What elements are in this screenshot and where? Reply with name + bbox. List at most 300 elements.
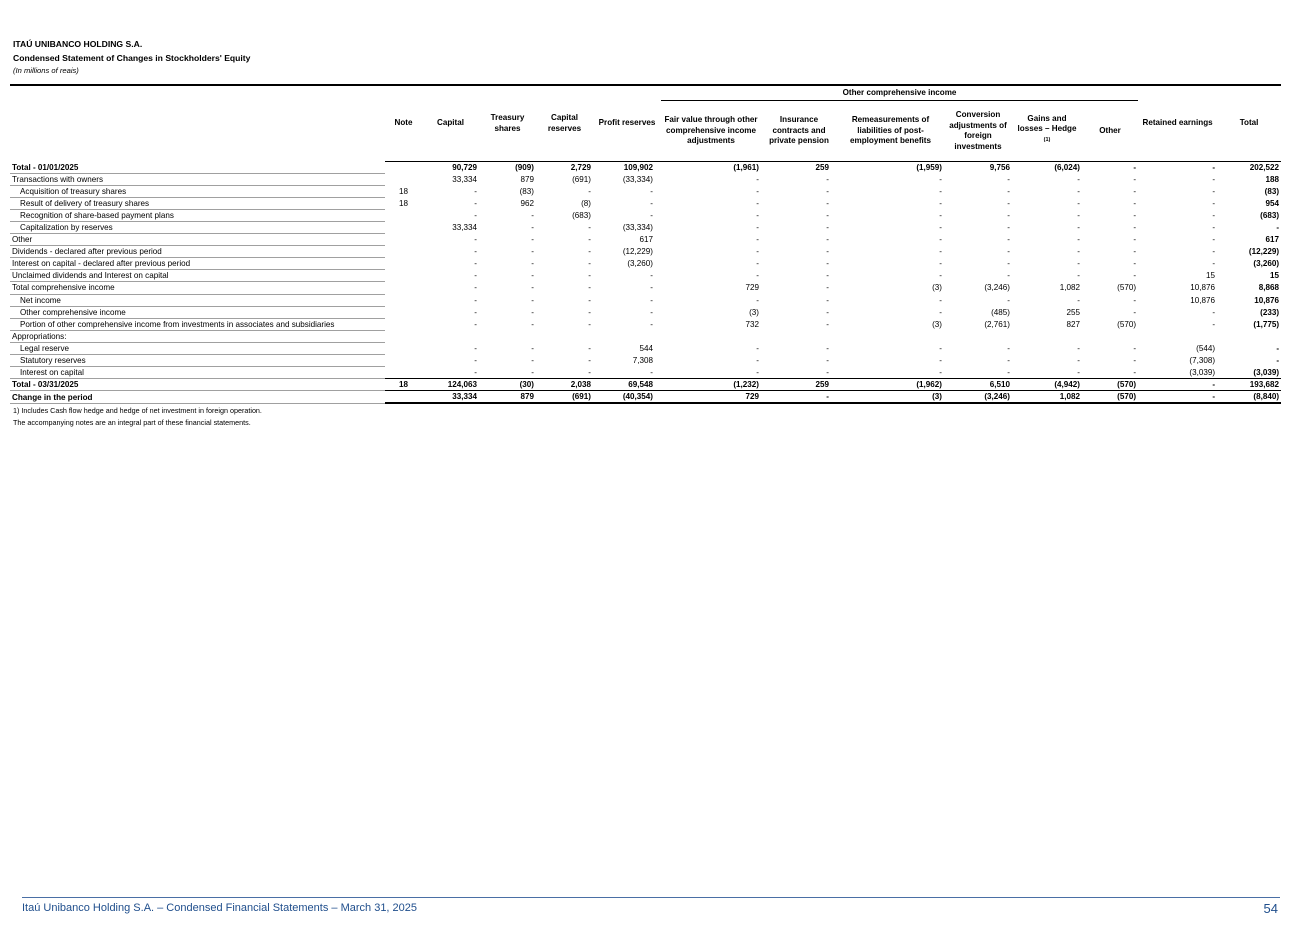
value-cell: -	[756, 198, 759, 208]
value-cell: 259	[815, 163, 829, 172]
value-cell: -	[756, 343, 759, 353]
value-cell: -	[588, 295, 591, 305]
value-cell: -	[650, 319, 653, 329]
row-note: 18	[398, 186, 408, 196]
value-cell: (909)	[515, 163, 534, 172]
value-cell: -	[588, 247, 591, 257]
value-cell: -	[826, 283, 829, 293]
value-cell: 109,902	[623, 163, 653, 172]
value-cell: -	[1133, 343, 1137, 353]
row-label	[10, 246, 385, 258]
row-label	[10, 282, 385, 294]
value-cell: (683)	[572, 210, 591, 220]
value-cell: -	[474, 283, 477, 293]
row-label	[10, 342, 385, 354]
value-cell: -	[1138, 391, 1217, 404]
row-note	[385, 367, 422, 379]
row-note: 18	[385, 379, 422, 391]
value-cell: -	[474, 295, 477, 305]
value-cell: -	[474, 367, 477, 377]
value-cell: -	[1212, 259, 1216, 269]
value-cell: -	[1276, 222, 1280, 232]
value-cell	[1082, 330, 1138, 342]
value-cell: 188	[1265, 174, 1280, 184]
row-label-text: Portion of other comprehensive income from investments in associates and subsidiaries	[20, 319, 335, 329]
value-cell: -	[531, 295, 534, 305]
value-cell: -	[1007, 271, 1010, 281]
value-cell	[761, 330, 837, 342]
value-cell: -	[826, 174, 829, 184]
value-cell: 255	[1066, 307, 1080, 317]
value-cell: -	[588, 307, 591, 317]
value-cell: -	[650, 186, 653, 196]
col-total: Total	[1217, 85, 1281, 162]
table-row	[10, 294, 1281, 306]
value-cell	[661, 330, 761, 342]
value-cell: -	[588, 367, 591, 377]
value-cell: 33,334	[452, 174, 477, 184]
value-cell	[536, 330, 593, 342]
table-body	[10, 162, 1281, 404]
value-cell: -	[1133, 163, 1137, 172]
table-row	[10, 355, 1281, 367]
value-cell: 10,876	[1190, 283, 1216, 293]
value-cell: -	[939, 295, 942, 305]
row-note	[385, 342, 422, 354]
value-cell: (3,246)	[984, 283, 1010, 293]
table-row	[10, 342, 1281, 354]
value-cell: -	[756, 174, 759, 184]
value-cell	[422, 330, 479, 342]
value-cell: -	[474, 343, 477, 353]
value-cell: -	[826, 210, 829, 220]
value-cell: -	[588, 283, 591, 293]
value-cell: -	[1133, 367, 1137, 377]
value-cell: -	[756, 210, 759, 220]
value-cell: -	[939, 367, 942, 377]
company-name: ITAÚ UNIBANCO HOLDING S.A.	[13, 39, 143, 49]
value-cell: -	[939, 247, 942, 257]
row-label	[10, 330, 385, 342]
col-note: Note	[385, 85, 422, 162]
row-note	[385, 391, 422, 404]
value-cell: 1,082	[1012, 391, 1082, 404]
col-insurance-contracts: Insurance contracts and private pension	[761, 101, 837, 162]
value-cell: (3)	[932, 283, 942, 293]
value-cell: (691)	[572, 174, 591, 184]
value-cell: (570)	[1117, 283, 1137, 293]
value-cell: 962	[520, 198, 534, 208]
table-row	[10, 197, 1281, 209]
value-cell: -	[1077, 174, 1080, 184]
value-cell: -	[474, 235, 477, 245]
value-cell: 617	[1265, 235, 1280, 245]
value-cell: (3)	[749, 307, 759, 317]
table-row	[10, 379, 1281, 391]
value-cell: -	[1133, 235, 1137, 245]
equity-changes-table	[10, 84, 1281, 404]
value-cell: (33,334)	[622, 222, 653, 232]
value-cell: -	[650, 307, 653, 317]
value-cell: -	[756, 271, 759, 281]
value-cell: -	[1007, 222, 1010, 232]
table-row	[10, 330, 1281, 342]
row-label	[10, 173, 385, 185]
value-cell: -	[756, 247, 759, 257]
value-cell: -	[650, 295, 653, 305]
value-cell: -	[756, 295, 759, 305]
row-note	[385, 246, 422, 258]
table-row	[10, 367, 1281, 379]
row-label	[10, 209, 385, 221]
value-cell: -	[826, 307, 829, 317]
value-cell: 10,876	[1190, 295, 1216, 305]
value-cell: -	[826, 247, 829, 257]
value-cell: -	[474, 259, 477, 269]
value-cell: -	[1007, 210, 1010, 220]
row-note	[385, 173, 422, 185]
value-cell: 33,334	[422, 391, 479, 404]
value-cell: -	[826, 222, 829, 232]
row-label	[10, 221, 385, 233]
row-label-text: Result of delivery of treasury shares	[20, 198, 150, 208]
value-cell: (30)	[479, 379, 536, 391]
value-cell: -	[1133, 174, 1137, 184]
value-cell: -	[939, 198, 942, 208]
value-cell: -	[1007, 356, 1010, 365]
value-cell: 90,729	[452, 163, 477, 172]
value-cell: -	[588, 222, 591, 232]
value-cell: -	[531, 210, 534, 220]
value-cell: 729	[745, 283, 759, 293]
row-note	[385, 318, 422, 330]
value-cell	[1012, 330, 1082, 342]
row-label	[10, 318, 385, 330]
table-row	[10, 258, 1281, 270]
value-cell: (1,232)	[661, 379, 761, 391]
row-label	[10, 270, 385, 282]
col-capital: Capital	[422, 85, 479, 162]
value-cell: 827	[1066, 319, 1080, 329]
table-row	[10, 246, 1281, 258]
value-cell: (1,961)	[733, 163, 759, 172]
value-cell: -	[650, 198, 653, 208]
value-cell: -	[939, 186, 942, 196]
value-cell: -	[939, 174, 942, 184]
table-row	[10, 162, 1281, 174]
statement-header	[13, 38, 250, 77]
value-cell: -	[531, 307, 534, 317]
value-cell: -	[939, 343, 942, 353]
row-note: 18	[398, 198, 408, 208]
value-cell: 193,682	[1217, 379, 1281, 391]
row-label-text: Appropriations:	[12, 331, 67, 341]
value-cell: -	[1077, 343, 1080, 353]
table-row	[10, 318, 1281, 330]
row-label-text: Recognition of share-based payment plans	[20, 210, 174, 220]
col-profit-reserves: Profit reserves	[593, 85, 661, 162]
row-label	[10, 391, 385, 404]
value-cell: -	[939, 356, 942, 365]
value-cell: (485)	[991, 307, 1010, 317]
value-cell: -	[1007, 186, 1010, 196]
value-cell: 7,308	[632, 356, 653, 365]
table-row	[10, 306, 1281, 318]
value-cell: 729	[661, 391, 761, 404]
value-cell: -	[939, 271, 942, 281]
row-note	[385, 234, 422, 246]
value-cell: -	[1133, 198, 1137, 208]
value-cell: (40,354)	[593, 391, 661, 404]
value-cell: (3,260)	[1253, 259, 1280, 269]
value-cell: -	[1077, 356, 1080, 365]
value-cell: -	[474, 356, 477, 365]
value-cell: 202,522	[1249, 163, 1280, 172]
value-cell: 2,729	[570, 163, 591, 172]
value-cell: 8,868	[1258, 283, 1280, 293]
value-cell: -	[756, 186, 759, 196]
value-cell: -	[939, 210, 942, 220]
value-cell: -	[531, 283, 534, 293]
value-cell: -	[1077, 271, 1080, 281]
value-cell: -	[756, 356, 759, 365]
value-cell: -	[1212, 210, 1216, 220]
value-cell: -	[1212, 222, 1216, 232]
value-cell: (570)	[1082, 391, 1138, 404]
value-cell: -	[588, 356, 591, 365]
value-cell: -	[756, 222, 759, 232]
row-note	[385, 270, 422, 282]
value-cell: -	[650, 210, 653, 220]
value-cell: (8,840)	[1217, 391, 1281, 404]
row-note	[385, 355, 422, 367]
value-cell: -	[531, 235, 534, 245]
value-cell: -	[531, 343, 534, 353]
value-cell: -	[531, 367, 534, 377]
value-cell: -	[1212, 307, 1216, 317]
value-cell: (544)	[1196, 343, 1216, 353]
value-cell: -	[474, 186, 477, 196]
value-cell: (3,246)	[944, 391, 1012, 404]
row-label	[10, 355, 385, 367]
col-hedge: Gains and losses – Hedge $^{(1)}$	[1012, 101, 1082, 162]
page-footer	[22, 897, 1280, 916]
table-row	[10, 221, 1281, 233]
row-label-text: Total - 01/01/2025	[12, 162, 79, 172]
value-cell: 33,334	[452, 222, 477, 232]
row-note	[385, 282, 422, 294]
value-cell: -	[939, 259, 942, 269]
value-cell: (691)	[536, 391, 593, 404]
value-cell: -	[531, 222, 534, 232]
value-cell: -	[1077, 295, 1080, 305]
value-cell: -	[1077, 210, 1080, 220]
value-cell: -	[1212, 235, 1216, 245]
value-cell: (12,229)	[622, 247, 653, 257]
value-cell: -	[474, 210, 477, 220]
value-cell: -	[761, 391, 837, 404]
value-cell: -	[1077, 367, 1080, 377]
value-cell: -	[1007, 235, 1010, 245]
value-cell: -	[1212, 186, 1216, 196]
table-row	[10, 270, 1281, 282]
col-conversion-adjustments: Conversion adjustments of foreign investments	[944, 101, 1012, 162]
value-cell: -	[1138, 379, 1217, 391]
value-cell: -	[1007, 174, 1010, 184]
value-cell: 259	[761, 379, 837, 391]
value-cell: -	[1133, 271, 1137, 281]
value-cell: 732	[745, 319, 759, 329]
value-cell: 617	[639, 235, 653, 245]
value-cell: -	[939, 307, 942, 317]
row-label-text: Capitalization by reserves	[20, 222, 113, 232]
value-cell: -	[1077, 186, 1080, 196]
row-note	[385, 221, 422, 233]
value-cell: 879	[520, 174, 534, 184]
value-cell: 1,082	[1059, 283, 1080, 293]
value-cell: -	[756, 259, 759, 269]
footnotes	[13, 405, 262, 429]
value-cell: (1,962)	[837, 379, 944, 391]
value-cell: -	[939, 235, 942, 245]
col-remeasurements: Remeasurements of liabilities of post-employment benefits	[837, 101, 944, 162]
value-cell	[944, 330, 1012, 342]
table-row	[10, 234, 1281, 246]
value-cell: -	[1133, 356, 1137, 365]
oci-group-header: Other comprehensive income	[661, 85, 1138, 101]
col-retained-earnings: Retained earnings	[1138, 85, 1217, 162]
value-cell: (8)	[581, 198, 591, 208]
value-cell: 15	[1270, 271, 1280, 281]
value-cell: -	[1077, 259, 1080, 269]
row-label-text: Transactions with owners	[12, 174, 104, 184]
value-cell: -	[1133, 259, 1137, 269]
table-row	[10, 173, 1281, 185]
value-cell: 954	[1265, 198, 1280, 208]
value-cell: -	[588, 271, 591, 281]
col-other: Other	[1082, 101, 1138, 162]
row-label-text: Total comprehensive income	[12, 283, 115, 293]
value-cell: -	[1212, 198, 1216, 208]
value-cell: 9,756	[989, 163, 1010, 172]
value-cell: -	[756, 367, 759, 377]
value-cell: -	[588, 235, 591, 245]
value-cell: -	[474, 307, 477, 317]
value-cell: (83)	[1264, 186, 1280, 196]
value-cell: -	[531, 247, 534, 257]
value-cell: 2,038	[536, 379, 593, 391]
value-cell: -	[826, 343, 829, 353]
value-cell: (33,334)	[622, 174, 653, 184]
row-note	[385, 306, 422, 318]
col-treasury-shares: Treasury shares	[479, 85, 536, 162]
row-label-text: Interest on capital	[20, 368, 84, 378]
value-cell: -	[588, 319, 591, 329]
value-cell	[1217, 330, 1281, 342]
value-cell: -	[588, 343, 591, 353]
row-note	[385, 258, 422, 270]
row-label	[10, 185, 385, 197]
footnote-2: The accompanying notes are an integral part of these financial statements.	[13, 418, 251, 427]
value-cell: -	[474, 271, 477, 281]
row-label	[10, 258, 385, 270]
value-cell	[1138, 330, 1217, 342]
value-cell: -	[1276, 343, 1280, 353]
value-cell: -	[531, 319, 534, 329]
value-cell: (233)	[1260, 307, 1280, 317]
row-label	[10, 197, 385, 209]
value-cell: (83)	[519, 186, 534, 196]
row-note	[385, 294, 422, 306]
value-cell	[593, 330, 661, 342]
value-cell: (3,039)	[1253, 367, 1280, 377]
table-row	[10, 185, 1281, 197]
value-cell: -	[826, 319, 829, 329]
value-cell: 10,876	[1254, 295, 1280, 305]
row-label-text: Statutory reserves	[20, 356, 86, 365]
value-cell: -	[1133, 210, 1137, 220]
page-number: 54	[1263, 901, 1278, 916]
row-label-text: Interest on capital - declared after previous period	[12, 259, 191, 269]
value-cell: -	[588, 186, 591, 196]
value-cell: (12,229)	[1248, 247, 1280, 257]
table-row	[10, 282, 1281, 294]
value-cell: -	[826, 235, 829, 245]
row-label	[10, 162, 385, 174]
value-cell: -	[1007, 343, 1010, 353]
value-cell: -	[1212, 163, 1216, 172]
value-cell: (570)	[1117, 319, 1137, 329]
value-cell: 124,063	[422, 379, 479, 391]
value-cell: 69,548	[593, 379, 661, 391]
footnote-1: 1) Includes Cash flow hedge and hedge of net investment in foreign operation.	[13, 406, 262, 415]
value-cell: -	[1276, 356, 1280, 365]
value-cell: (3,260)	[627, 259, 653, 269]
value-cell: -	[1133, 222, 1137, 232]
value-cell: -	[1077, 247, 1080, 257]
value-cell: 15	[1206, 271, 1216, 281]
units-note: (In millions of reais)	[13, 66, 79, 75]
value-cell: -	[1007, 259, 1010, 269]
value-cell: -	[939, 222, 942, 232]
row-label	[10, 234, 385, 246]
value-cell: (683)	[1260, 210, 1280, 220]
table-row	[10, 209, 1281, 221]
value-cell: -	[1212, 174, 1216, 184]
value-cell: (1,775)	[1253, 319, 1280, 329]
value-cell: -	[1077, 222, 1080, 232]
row-label-text: Dividends - declared after previous period	[12, 247, 162, 257]
value-cell: -	[826, 271, 829, 281]
value-cell: (2,761)	[984, 319, 1010, 329]
table-row	[10, 391, 1281, 404]
value-cell: (3)	[932, 319, 942, 329]
value-cell: 6,510	[944, 379, 1012, 391]
row-note	[385, 162, 422, 174]
row-label-text: Unclaimed dividends and Interest on capital	[12, 271, 169, 281]
value-cell: -	[826, 356, 829, 365]
value-cell: (3,039)	[1189, 367, 1216, 377]
value-cell: -	[1077, 198, 1080, 208]
value-cell: 544	[639, 343, 653, 353]
value-cell: (570)	[1082, 379, 1138, 391]
value-cell: (7,308)	[1189, 356, 1216, 365]
value-cell: -	[1133, 295, 1137, 305]
value-cell: -	[531, 271, 534, 281]
row-label-text: Other comprehensive income	[20, 307, 126, 317]
value-cell: -	[1007, 367, 1010, 377]
value-cell: (6,024)	[1054, 163, 1080, 172]
